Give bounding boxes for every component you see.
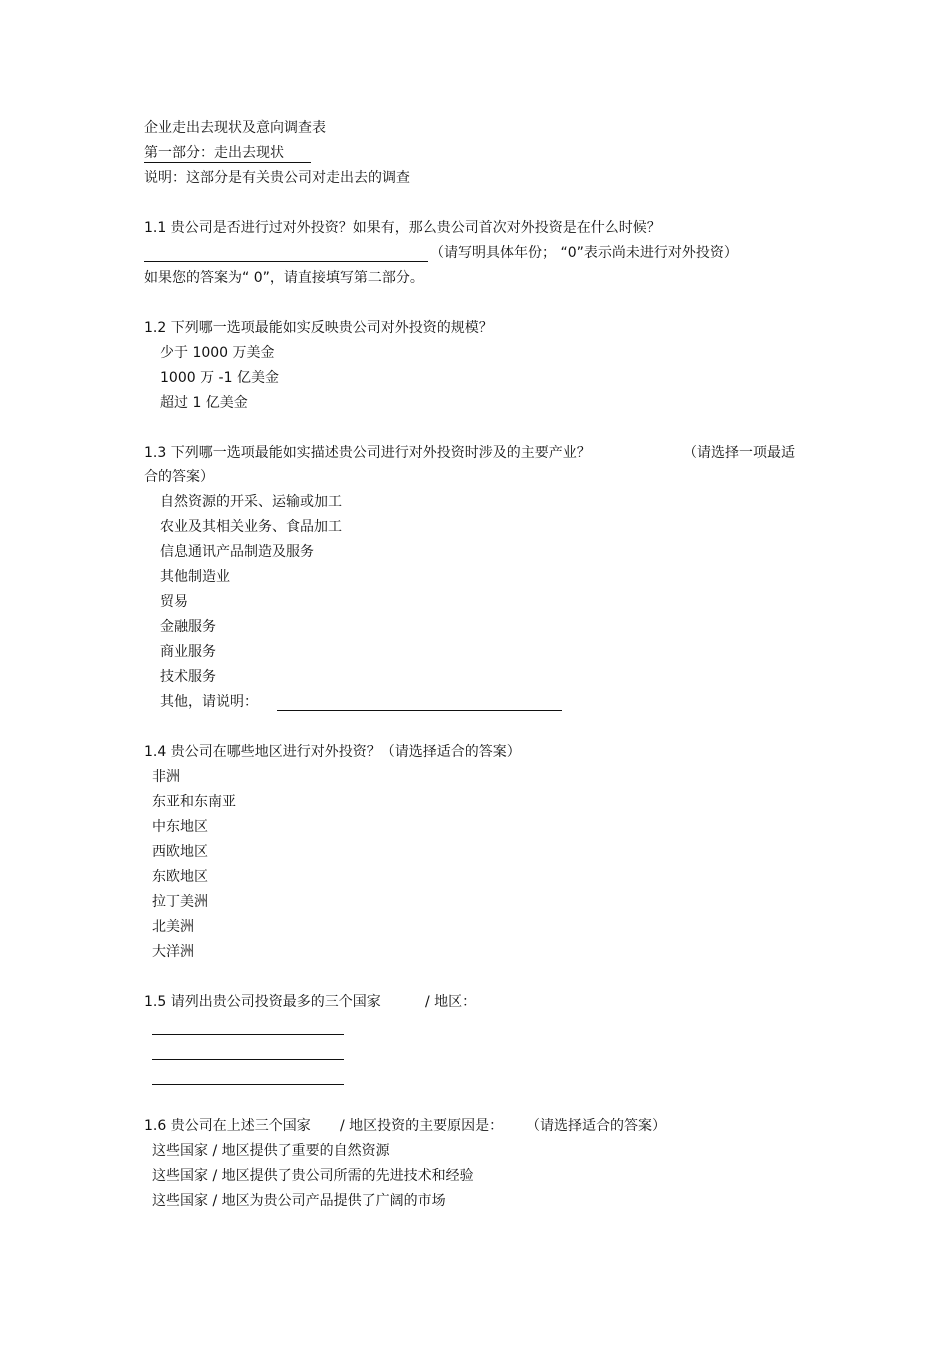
answer-blank-1-1[interactable] xyxy=(144,261,428,262)
option-1-2-a[interactable]: 少于 1000 万美金 xyxy=(160,345,275,361)
option-1-3-g[interactable]: 商业服务 xyxy=(160,644,216,660)
part-intro: 说明：这部分是有关贵公司对走出去的调查 xyxy=(144,170,410,186)
option-1-3-f[interactable]: 金融服务 xyxy=(160,619,216,635)
option-1-3-d[interactable]: 其他制造业 xyxy=(160,569,230,585)
part-heading: 第一部分：走出去现状 xyxy=(144,145,284,161)
question-1-1-note: 如果您的答案为“ 0”，请直接填写第二部分。 xyxy=(144,270,424,286)
document-title: 企业走出去现状及意向调查表 xyxy=(144,120,326,136)
option-1-3-h[interactable]: 技术服务 xyxy=(160,669,216,685)
option-1-6-a[interactable]: 这些国家 / 地区提供了重要的自然资源 xyxy=(152,1143,390,1159)
option-1-3-e[interactable]: 贸易 xyxy=(160,594,188,610)
answer-blank-1-5-b[interactable] xyxy=(152,1059,344,1060)
question-1-6-hint: （请选择适合的答案） xyxy=(526,1118,666,1134)
option-1-3-c[interactable]: 信息通讯产品制造及服务 xyxy=(160,544,314,560)
option-1-2-c[interactable]: 超过 1 亿美金 xyxy=(160,395,248,411)
option-1-4-b[interactable]: 东亚和东南亚 xyxy=(152,794,236,810)
option-1-2-b[interactable]: 1000 万 -1 亿美金 xyxy=(160,370,279,386)
question-1-1-hint: （请写明具体年份； “0”表示尚未进行对外投资） xyxy=(430,245,738,261)
question-1-5: 1.5 请列出贵公司投资最多的三个国家 xyxy=(144,994,381,1010)
answer-blank-1-5-a[interactable] xyxy=(152,1034,344,1035)
question-1-6: 1.6 贵公司在上述三个国家 xyxy=(144,1118,311,1134)
answer-blank-1-5-c[interactable] xyxy=(152,1084,344,1085)
question-1-6-cont: / 地区投资的主要原因是： xyxy=(340,1118,504,1134)
option-1-3-b[interactable]: 农业及其相关业务、食品加工 xyxy=(160,519,342,535)
question-1-5-cont: / 地区： xyxy=(425,994,477,1010)
option-1-6-c[interactable]: 这些国家 / 地区为贵公司产品提供了广阔的市场 xyxy=(152,1193,446,1209)
question-1-3-hint: （请选择一项最适 xyxy=(683,445,795,461)
question-1-4: 1.4 贵公司在哪些地区进行对外投资？（请选择适合的答案） xyxy=(144,744,521,760)
option-1-3-other[interactable]: 其他，请说明： xyxy=(160,694,258,710)
question-1-1: 1.1 贵公司是否进行过对外投资？如果有，那么贵公司首次对外投资是在什么时候？ xyxy=(144,220,661,236)
option-1-4-d[interactable]: 西欧地区 xyxy=(152,844,208,860)
option-1-3-a[interactable]: 自然资源的开采、运输或加工 xyxy=(160,494,342,510)
question-1-3-hint-cont: 合的答案） xyxy=(144,469,214,485)
option-1-4-a[interactable]: 非洲 xyxy=(152,769,180,785)
option-1-6-b[interactable]: 这些国家 / 地区提供了贵公司所需的先进技术和经验 xyxy=(152,1168,474,1184)
option-1-4-f[interactable]: 拉丁美洲 xyxy=(152,894,208,910)
option-1-4-c[interactable]: 中东地区 xyxy=(152,819,208,835)
question-1-2: 1.2 下列哪一选项最能如实反映贵公司对外投资的规模？ xyxy=(144,320,493,336)
option-1-4-g[interactable]: 北美洲 xyxy=(152,919,194,935)
answer-blank-1-3-other[interactable] xyxy=(277,710,562,711)
option-1-4-e[interactable]: 东欧地区 xyxy=(152,869,208,885)
option-1-4-h[interactable]: 大洋洲 xyxy=(152,944,194,960)
question-1-3: 1.3 下列哪一选项最能如实描述贵公司进行对外投资时涉及的主要产业？ xyxy=(144,445,591,461)
part-heading-underline xyxy=(144,162,311,163)
